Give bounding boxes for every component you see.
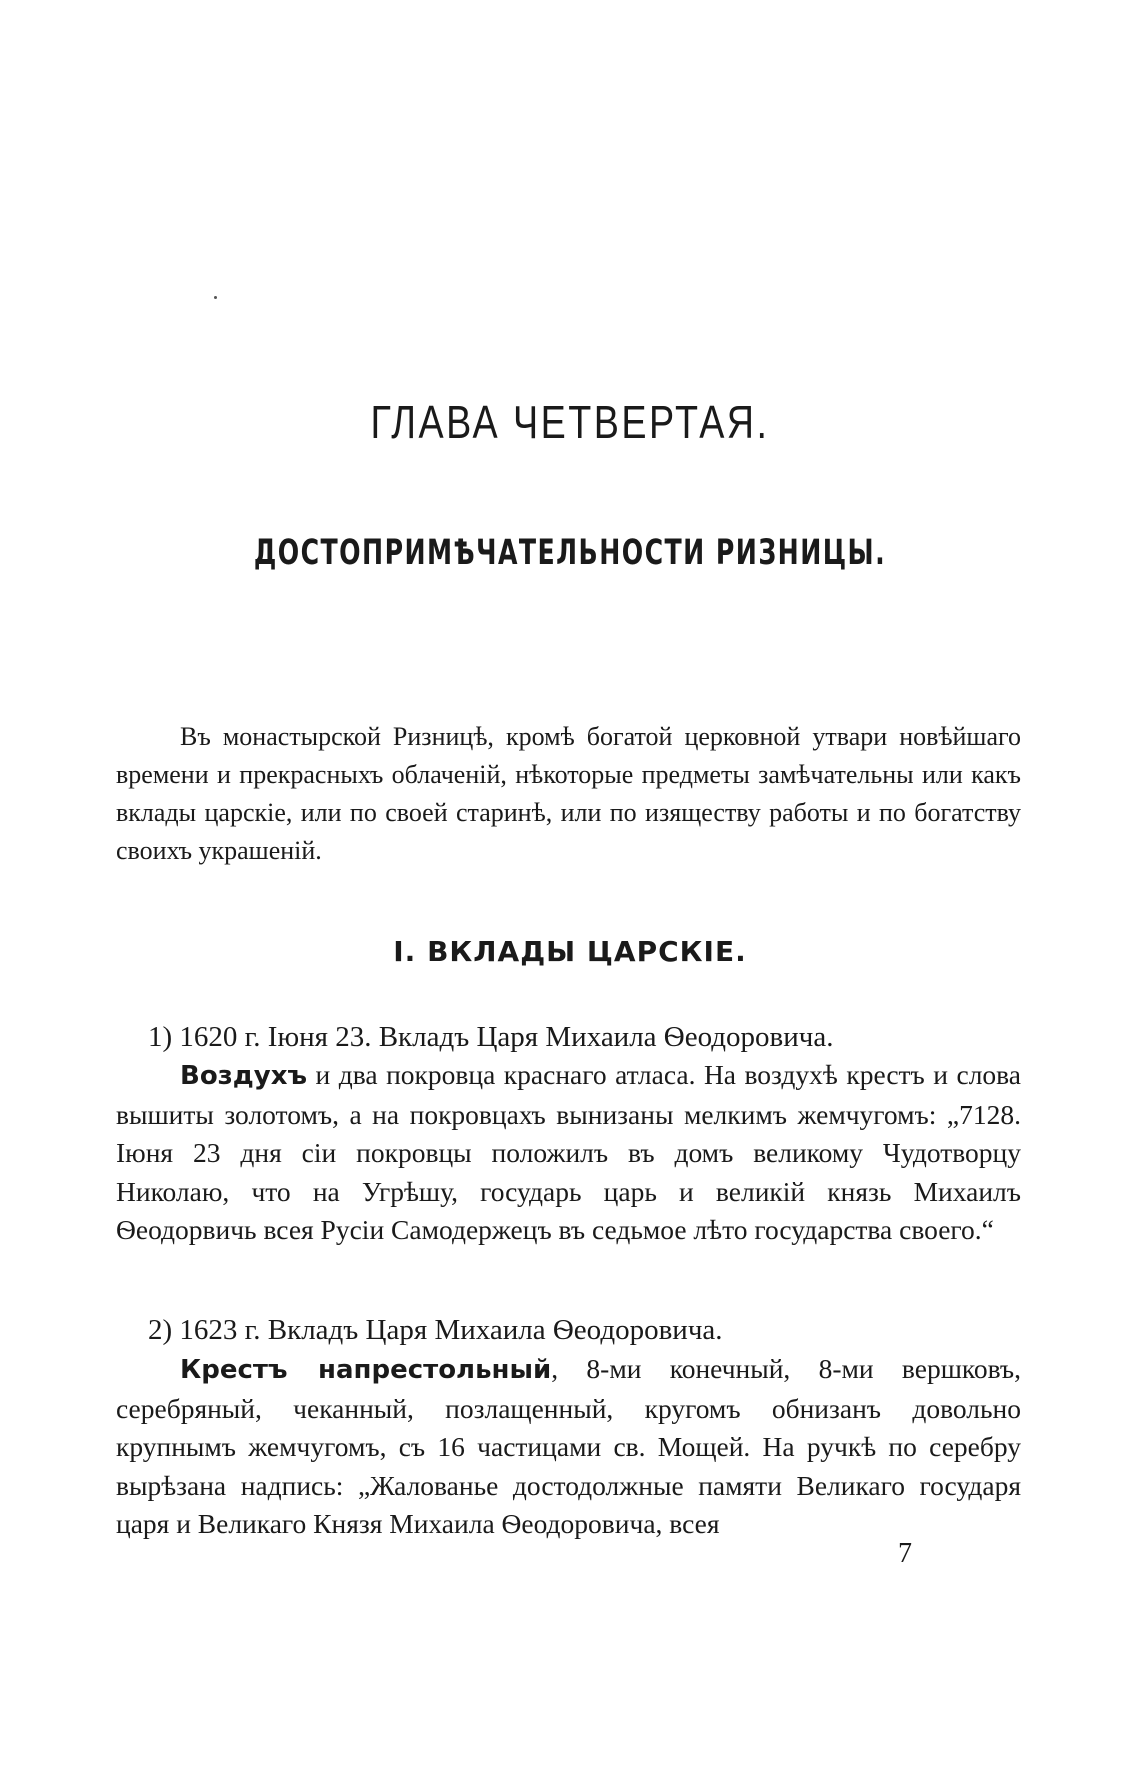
entry-body — [116, 1350, 1021, 1544]
section-heading: I. ВКЛАДЫ ЦАРСКІЕ. — [393, 935, 747, 968]
entry-term: Воздухъ — [180, 1061, 308, 1091]
intro-paragraph: Въ монастырской Ризницѣ, кромѣ богатой церковной утвари новѣйшаго времени и прекрасныхъ облаченій, нѣкоторые предметы замѣчательны или какъ вклады царскіе, или по своей старинѣ, или по изяществу работы и по богатству своихъ украшеній. — [116, 722, 1021, 865]
entry-heading: 2) 1623 г. Вкладъ Царя Михаила Ѳеодоровича. — [148, 1314, 723, 1346]
entry-heading: 1) 1620 г. Іюня 23. Вкладъ Царя Михаила Ѳеодоровича. — [148, 1021, 834, 1053]
page-number: 7 — [898, 1538, 912, 1569]
entry-term: Крестъ напрестольный — [180, 1355, 552, 1385]
entry-text: , 8-ми конечный, 8-ми вершковъ, серебряный, чеканный, позлащенный, кругомъ обнизанъ довольно крупнымъ жемчугомъ, съ 16 частицами св. Мощей. На ручкѣ по серебру вырѣзана надпись: „Жалованье достодолжные памяти Великаго государя царя и Великаго Князя Михаила Ѳеодоровича, всея — [116, 1353, 1021, 1539]
entry-body — [116, 1056, 1021, 1250]
print-speck — [214, 296, 217, 299]
chapter-subtitle: ДОСТОПРИМѢЧАТЕЛЬНОСТИ РИЗНИЦЫ. — [253, 533, 887, 573]
chapter-title: ГЛАВА ЧЕТВЕРТАЯ. — [370, 396, 770, 448]
entry-text: и два покровца краснаго атласа. На воздухѣ крестъ и слова вышиты золотомъ, а на покровцахъ вынизаны мелкимъ жемчугомъ: „7128. Іюня 23 дня сіи покровцы положилъ въ домъ великому Чудотворцу Николаю, что на Угрѣшу, государь царь и великій князь Михаилъ Ѳеодорвичь всея Русіи Самодержецъ въ седьмое лѣто государства своего.“ — [116, 1059, 1021, 1245]
